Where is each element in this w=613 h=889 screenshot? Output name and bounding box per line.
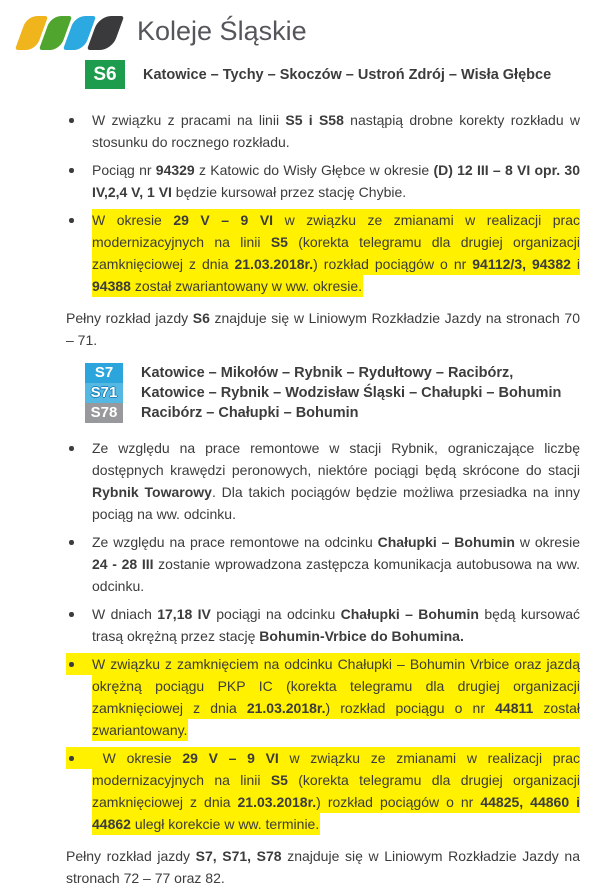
list-item: Pociąg nr 94329 z Katowic do Wisły Głębce w okresie (D) 12 III – 8 VI opr. 30 IV,2,4 V, 1 VI będzie kursował przez stację Chybie.	[66, 159, 580, 203]
line-badge-s6: S6	[85, 60, 125, 89]
logo-stripes-icon	[15, 12, 121, 50]
line-badge-s7: S7	[85, 363, 123, 383]
list-item: W związku z pracami na linii S5 i S58 nastąpią drobne korekty rozkładu w stosunku do rocznego rozkładu.	[66, 109, 580, 153]
brand-logo	[15, 12, 580, 50]
bullet-icon	[66, 109, 92, 131]
badge-column	[85, 363, 123, 423]
section-lines-s7-s71-s78	[33, 363, 580, 889]
highlighted-text: W związku z zamknięciem na odcinku Chałupki – Bohumin Vrbice oraz jazdą okrężną pociągu PKP IC (korekta telegramu dla drugiej organizacji zamknięciowej z dnia 21.03.2018r.) rozkład pociągu o nr 44811 został zwariantowany.	[92, 653, 580, 741]
list-item	[66, 653, 580, 741]
bullet-list	[33, 437, 580, 835]
line-badge-s78: S78	[85, 403, 123, 423]
route-column	[141, 363, 561, 423]
bullet-icon	[66, 531, 92, 553]
highlighted-text: W okresie 29 V – 9 VI w związku ze zmianami w realizacji prac modernizacyjnych na linii S5 (korekta telegramu dla drugiej organizacji zamknięciowej z dnia 21.03.2018r.) rozkład pociągów o nr 94112/3, 94382 i 94388 został zwariantowany w ww. okresie.	[92, 209, 580, 297]
route-line: Katowice – Mikołów – Rybnik – Rydułtowy – Racibórz,	[141, 365, 514, 381]
section-line-s6	[33, 60, 580, 351]
section-footer-note: Pełny rozkład jazdy S6 znajduje się w Liniowym Rozkładzie Jazdy na stronach 70 – 71.	[66, 310, 580, 348]
bullet-icon	[66, 209, 92, 231]
badge-column	[85, 60, 125, 89]
route-line: Katowice – Rybnik – Wodzisław Śląski – Chałupki – Bohumin	[141, 385, 562, 401]
route-line: Racibórz – Chałupki – Bohumin	[141, 405, 359, 421]
list-item: W dniach 17,18 IV pociągi na odcinku Chałupki – Bohumin będą kursować trasą okrężną przez stację Bohumin-Vrbice do Bohumina.	[66, 603, 580, 647]
list-item	[66, 209, 580, 297]
list-item	[66, 747, 580, 835]
bullet-icon	[66, 159, 92, 181]
list-item: Ze względu na prace remontowe w stacji Rybnik, ograniczające liczbę dostępnych krawędzi peronowych, niektóre pociągi będą skrócone do stacji Rybnik Towarowy. Dla takich pociągów będzie możliwa przesiadka na inny pociąg na ww. odcinku.	[66, 437, 580, 525]
bullet-icon	[66, 603, 92, 625]
line-header-s6	[85, 60, 580, 89]
section-footer-note: Pełny rozkład jazdy S7, S71, S78 znajduje się w Liniowym Rozkładzie Jazdy na stronach 72 – 77 oraz 82.	[66, 848, 580, 886]
bullet-icon	[66, 747, 92, 769]
bullet-icon	[66, 437, 92, 459]
highlighted-text: W okresie 29 V – 9 VI w związku ze zmianami w realizacji prac modernizacyjnych na linii S5 (korekta telegramu dla drugiej organizacji zamknięciowej z dnia 21.03.2018r.) rozkład pociągów o nr 44825, 44860 i 44862 uległ korekcie w ww. terminie.	[92, 747, 580, 835]
line-header-s7-s71-s78	[85, 363, 580, 423]
route-column	[143, 67, 551, 83]
bullet-icon	[66, 653, 92, 675]
route-line: Katowice – Tychy – Skoczów – Ustroń Zdrój – Wisła Głębce	[143, 66, 552, 83]
line-badge-s71: S71	[85, 383, 123, 403]
list-item: Ze względu na prace remontowe na odcinku Chałupki – Bohumin w okresie 24 - 28 III zostanie wprowadzona zastępcza komunikacja autobusowa na ww. odcinku.	[66, 531, 580, 597]
brand-name: Koleje Śląskie	[137, 15, 307, 46]
bullet-list	[33, 109, 580, 297]
